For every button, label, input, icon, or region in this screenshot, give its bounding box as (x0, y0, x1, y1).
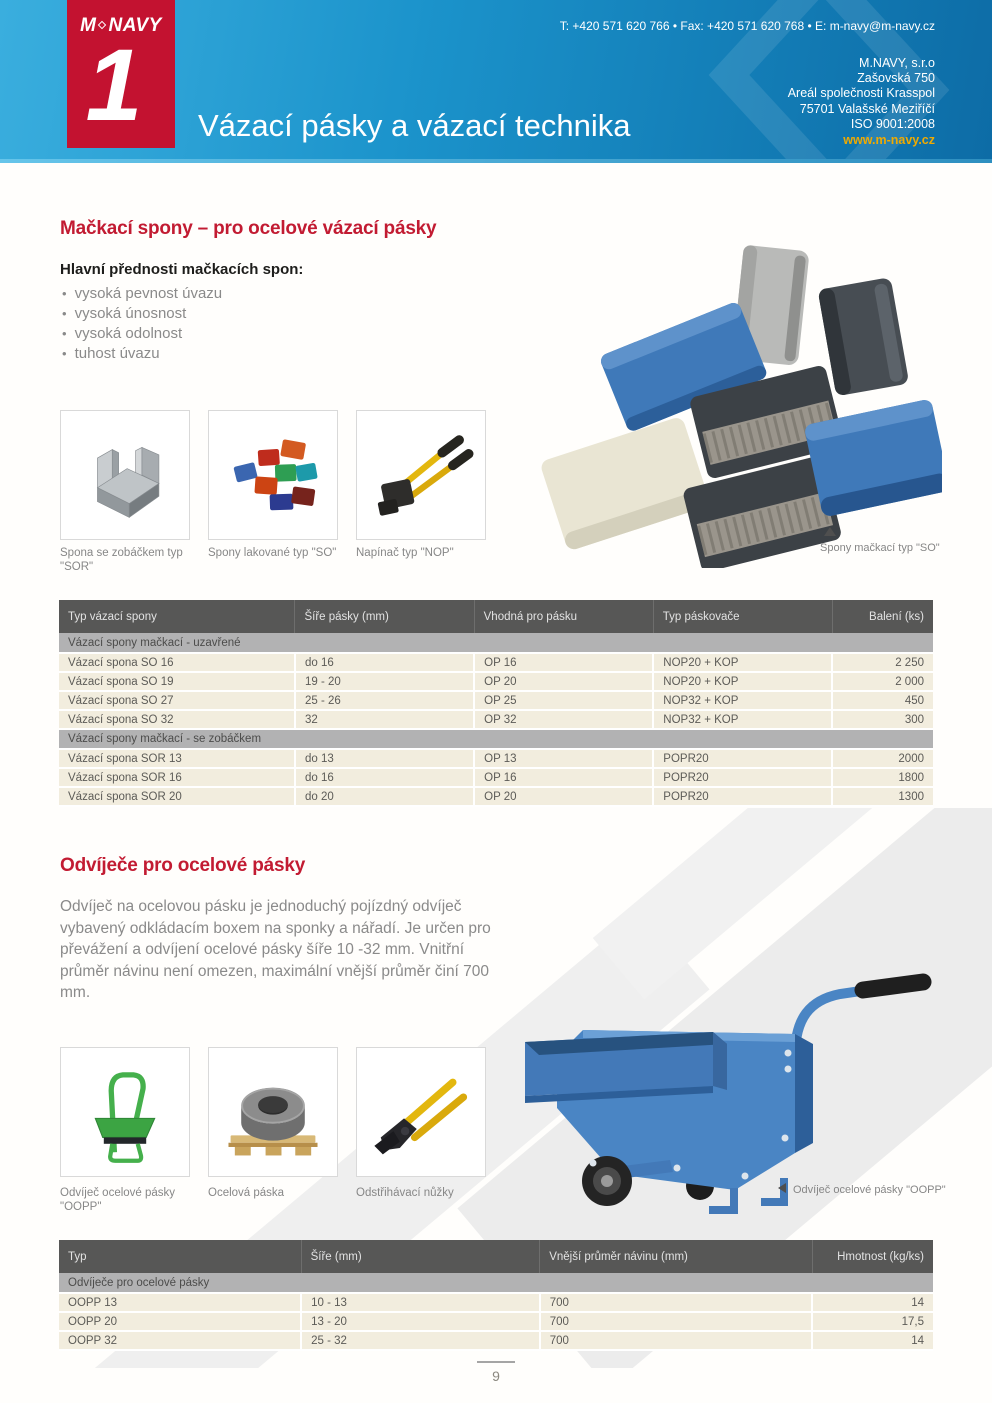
triangle-up-icon (824, 527, 836, 536)
benefit-item: • tuhost úvazu (62, 344, 222, 364)
table-cell: NOP20 + KOP (653, 672, 832, 691)
column-header: Vnější průměr návinu (mm) (540, 1240, 813, 1273)
thumb-caption: Odvíječ ocelové pásky "OOPP" (60, 1187, 176, 1213)
table-cell: 1300 (832, 787, 933, 806)
table-cell: 700 (540, 1312, 813, 1331)
cutter-icon (368, 1059, 474, 1165)
group-label: Vázací spony mačkací - se zobáčkem (59, 729, 933, 749)
thumbnail-cutter (356, 1047, 486, 1177)
thumb-caption: Spony lakované typ "SO" (208, 547, 337, 559)
odvijece-table-wrapper (59, 1240, 933, 1351)
table-cell: POPR20 (653, 787, 832, 806)
clips-photo-illustration (532, 228, 942, 568)
table-cell: OP 16 (474, 653, 653, 672)
steel-clip-icon (72, 422, 178, 528)
table-cell: OP 32 (474, 710, 653, 729)
table-cell: OP 16 (474, 768, 653, 787)
table-cell: 450 (832, 691, 933, 710)
table-cell: 1800 (832, 768, 933, 787)
section-description: Odvíječ na ocelovou pásku je jednoduchý pojízdný odvíječ vybavený odkládacím boxem na sponky a nářadí. Je určen pro převážení a odvíjení ocelové pásky šíře 10 -32 mm. Vnitřní průměr návinu není omezen, maximální vnější průměr činí 700 mm. (60, 898, 491, 1001)
table-cell: do 16 (295, 653, 474, 672)
table-row (59, 672, 933, 691)
table-cell: do 20 (295, 787, 474, 806)
table-cell: do 13 (295, 749, 474, 768)
table-cell: 32 (295, 710, 474, 729)
column-header: Balení (ks) (832, 600, 933, 633)
thumbnail-nop-tensioner (356, 410, 486, 540)
table-cell: Vázací spona SO 16 (59, 653, 295, 672)
page-title: Vázací pásky a vázací technika (198, 108, 631, 143)
thumbnail-sor-clip (60, 410, 190, 540)
address-line: Areál společnosti Krasspol (787, 86, 935, 101)
address-block (788, 56, 935, 132)
table-cell: 13 - 20 (301, 1312, 540, 1331)
thumbnail-oopp-dispenser (60, 1047, 190, 1177)
table-row (59, 768, 933, 787)
table-group-row (59, 633, 933, 653)
column-header: Vhodná pro pásku (474, 600, 653, 633)
benefits-list (62, 284, 222, 364)
thumb-caption: Napínač typ "NOP" (356, 547, 454, 559)
thumb-caption: Ocelová páska (208, 1187, 285, 1199)
table-cell: OP 25 (474, 691, 653, 710)
table-row (59, 1312, 933, 1331)
logo-navy: NAVY (108, 15, 162, 36)
page-header (0, 0, 992, 163)
benefits-title: Hlavní přednosti mačkacích spon: (60, 261, 304, 278)
table-cell: OOPP 32 (59, 1331, 301, 1350)
column-header: Typ (59, 1240, 301, 1273)
table-row (59, 1293, 933, 1312)
brand-logo-box (67, 0, 175, 148)
lacquered-clips-icon (220, 422, 326, 528)
table-cell: POPR20 (653, 768, 832, 787)
benefit-item: • vysoká pevnost úvazu (62, 284, 222, 304)
photo-caption-spony: Spony mačkací typ "SO" (820, 527, 940, 554)
table-cell: 25 - 32 (301, 1331, 540, 1350)
table-cell: OOPP 13 (59, 1293, 301, 1312)
table-cell: POPR20 (653, 749, 832, 768)
table-row (59, 691, 933, 710)
table-cell: Vázací spona SO 27 (59, 691, 295, 710)
contact-line: T: +420 571 620 766 • Fax: +420 571 620 768 • E: m-navy@m-navy.cz (559, 19, 935, 33)
page-number: 9 (492, 1368, 500, 1384)
table-group-row (59, 729, 933, 749)
table-cell: NOP32 + KOP (653, 710, 832, 729)
website-link[interactable]: www.m-navy.cz (843, 133, 935, 147)
table-cell: Vázací spona SO 32 (59, 710, 295, 729)
spony-table (59, 600, 933, 807)
table-cell: NOP20 + KOP (653, 653, 832, 672)
table-row (59, 749, 933, 768)
benefit-item: • vysoká únosnost (62, 304, 222, 324)
strap-dispenser-icon (72, 1059, 178, 1165)
thumb-caption: Spona se zobáčkem typ "SOR" (60, 547, 183, 573)
photo-caption-oopp: Odvíječ ocelové pásky "OOPP" (778, 1180, 946, 1198)
column-header: Šíře (mm) (301, 1240, 540, 1273)
spony-table-wrapper (59, 600, 933, 807)
address-line: M.NAVY, s.r.o (859, 56, 935, 70)
table-row (59, 787, 933, 806)
table-cell: 14 (812, 1331, 933, 1350)
odvijece-table (59, 1240, 933, 1351)
tensioner-icon (368, 422, 474, 528)
table-cell: OP 20 (474, 787, 653, 806)
table-cell: OP 13 (474, 749, 653, 768)
column-header: Hmotnost (kg/ks) (812, 1240, 933, 1273)
table-group-row (59, 1273, 933, 1293)
thumbnail-so-clips (208, 410, 338, 540)
table-cell: Vázací spona SOR 13 (59, 749, 295, 768)
photo-clips (532, 228, 942, 573)
table-cell: 14 (812, 1293, 933, 1312)
table-cell: NOP32 + KOP (653, 691, 832, 710)
address-line: ISO 9001:2008 (850, 116, 935, 131)
group-label: Vázací spony mačkací - uzavřené (59, 633, 933, 653)
table-cell: 700 (540, 1331, 813, 1350)
table-cell: 2000 (832, 749, 933, 768)
group-label: Odvíječe pro ocelové pásky (59, 1273, 933, 1293)
column-header: Šíře pásky (mm) (295, 600, 474, 633)
table-cell: 19 - 20 (295, 672, 474, 691)
steel-coil-icon (220, 1059, 326, 1165)
section-heading-odvijece: Odvíječe pro ocelové pásky (60, 855, 306, 876)
table-cell: Vázací spona SO 19 (59, 672, 295, 691)
column-header: Typ vázací spony (59, 600, 295, 633)
table-cell: OOPP 20 (59, 1312, 301, 1331)
table-row (59, 710, 933, 729)
table-row (59, 653, 933, 672)
table-cell: 2 000 (832, 672, 933, 691)
logo-m: M (80, 15, 97, 36)
section-heading-spony: Mačkací spony – pro ocelové vázací pásky (60, 218, 437, 239)
table-cell: 10 - 13 (301, 1293, 540, 1312)
benefit-item: • vysoká odolnost (62, 324, 222, 344)
address-line: 75701 Valašské Meziříčí (799, 101, 935, 116)
table-row (59, 1331, 933, 1350)
table-cell: 700 (540, 1293, 813, 1312)
table-cell: Vázací spona SOR 16 (59, 768, 295, 787)
table-cell: 17,5 (812, 1312, 933, 1331)
triangle-left-icon (778, 1183, 786, 1193)
column-header: Typ páskovače (653, 600, 832, 633)
table-cell: 25 - 26 (295, 691, 474, 710)
table-cell: OP 20 (474, 672, 653, 691)
table-cell: Vázací spona SOR 20 (59, 787, 295, 806)
table-cell: 2 250 (832, 653, 933, 672)
thumb-caption: Odstřihávací nůžky (356, 1187, 454, 1199)
thumbnail-steel-coil (208, 1047, 338, 1177)
table-cell: do 16 (295, 768, 474, 787)
table-cell: 300 (832, 710, 933, 729)
chapter-number: 1 (85, 28, 143, 142)
footer-rule (477, 1361, 515, 1363)
address-line: Zašovská 750 (857, 71, 935, 86)
